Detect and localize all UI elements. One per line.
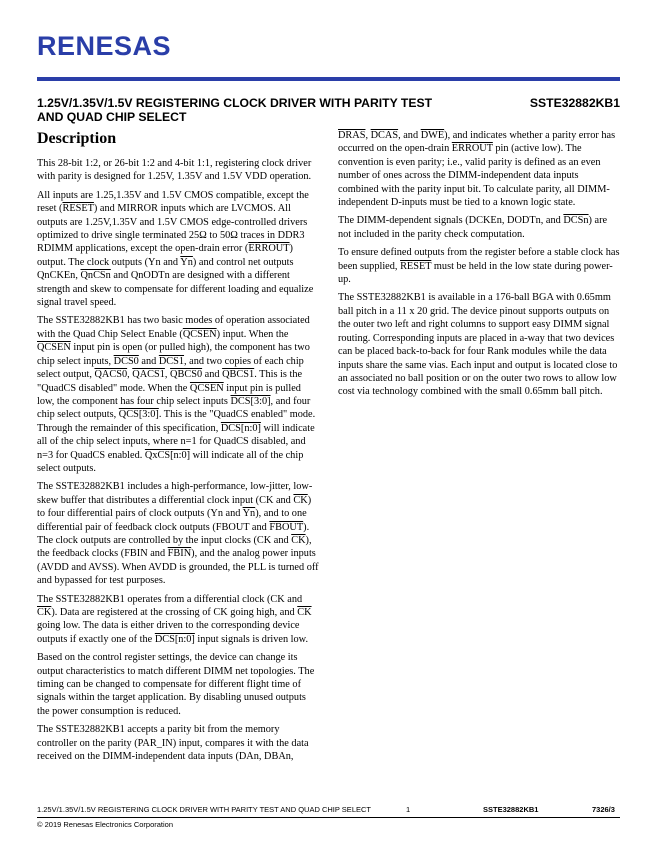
paragraph-5: The SSTE32882KB1 operates from a differential clock (CK and $\overline{CK}$). Data are registered at the crossing of CK going high, and $\overline{CK}$ going low. The data is either driven to the corresponding device outputs if exactly one of the DCS[n:0] input signals is driven low. [37, 593, 312, 645]
document-title: 1.25V/1.35V/1.5V REGISTERING CLOCK DRIVER WITH PARITY TEST AND QUAD CHIP SELECT [37, 96, 433, 124]
footer-page-number: 1 [406, 805, 411, 814]
paragraph-2: All inputs are 1.25,1.35V and 1.5V CMOS compatible, except the reset (RESET) and MIRROR inputs which are LVCMOS. All outputs are 1.25V,1.35V and 1.5V CMOS edge-controlled drivers optimized to drive single terminated 25Ω to 50Ω traces in DDR3 RDIMM applications, except the open-drain error (ERROUT) output. The clock outputs (Yn and $\overline{Yn}$) and control net outputs QnCKEn, QnCSn and QnODTn are designed with a different strength and skew to compensate for different loading and equalize signal travel speed. [37, 189, 314, 309]
footer-doc-number: 7326/3 [592, 805, 615, 814]
paragraph-8: DRAS, DCAS, and $\overline{DWE}$), and indicates whether a parity error has occurred on the open-drain ERROUT pin (active low). The convention is even parity; i.e., valid parity is defined as an even number of ones across the DIMM-independent data inputs combined with the parity input bit. To calculate parity, all DIMM-independent D-inputs must be tied to a known logic state. [338, 130, 616, 209]
footer-copyright: © 2019 Renesas Electronics Corporation [37, 820, 174, 829]
footer-part-number: SSTE32882KB1 [483, 805, 539, 814]
paragraph-6: Based on the control register settings, the device can change its output characteristics to match different DIMM net topologies. The timing can be changed to compensate for different flight time of signals within the target application. By disabling unused outputs the power consumption is reduced. [37, 652, 315, 717]
header-rule [37, 77, 620, 81]
paragraph-10: To ensure defined outputs from the register before a stable clock has been supplied, RESET must be held in the low state during power-up. [338, 247, 620, 286]
left-column [37, 157, 320, 768]
footer-rule [37, 817, 620, 818]
paragraph-4: The SSTE32882KB1 includes a high-performance, low-jitter, low-skew buffer that distributes a differential clock input (CK and $\overline{CK}$) to four differential pairs of clock outputs (Yn and $\overline{Yn}$), and to one differential pair of feedback clock outputs (FBOUT and FBOUT). The clock outputs are controlled by the input clocks (CK and $\overline{CK}$), the feedback clocks (FBIN and FBIN), and the analog power inputs (AVDD and AVSS). When AVDD is grounded, the PLL is turned off and bypassed for test purposes. [37, 481, 319, 587]
section-heading: Description [37, 130, 117, 147]
footer-title: 1.25V/1.35V/1.5V REGISTERING CLOCK DRIVER WITH PARITY TEST AND QUAD CHIP SELECT [37, 805, 371, 814]
paragraph-1: This 28-bit 1:2, or 26-bit 1:2 and 4-bit 1:1, registering clock driver with parity is designed for 1.25V, 1.35V and 1.5V VDD operation. [37, 158, 312, 183]
right-column [338, 129, 621, 404]
paragraph-7: The SSTE32882KB1 accepts a parity bit from the memory controller on the parity (PAR_IN) input, compares it with the data received on the DIMM-independent data inputs (DAn, DBAn, [37, 724, 309, 763]
paragraph-3: The SSTE32882KB1 has two basic modes of operation associated with the Quad Chip Select Enable (QCSEN) input. When the QCSEN input pin is open (or pulled high), the component has two chip select inputs, DCS0 and DCS1, and two copies of each chip select output, QACS0, QACS1, QBCS0 and QBCS1. This is the "QuadCS disabled" mode. When the QCSEN input pin is pulled low, the component has four chip select inputs DCS[3:0], and four chip select outputs, QCS[3:0]. This is the "QuadCS enabled" mode. Through the remainder of this specification, DCS[n:0] will indicate all of the chip select inputs, where n=1 for QuadCS disabled, and n=3 for QuadCS enabled. QxCS[n:0] will indicate all of the chip select outputs. [37, 315, 316, 474]
svg-text:RENESAS: RENESAS [37, 31, 172, 60]
paragraph-9: The DIMM-dependent signals (DCKEn, DODTn, and DCSn) are not included in the parity check computation. [338, 215, 608, 240]
renesas-logo [37, 30, 197, 60]
paragraph-11: The SSTE32882KB1 is available in a 176-ball BGA with 0.65mm ball pitch in a 11 x 20 grid. The device pinout supports outputs on the outer two left and right columns to support easy DIMM signal routing. Corresponding inputs are placed in a-way that two devices can be placed back-to-back for four Rank modules while the data inputs share the same vias. Each input and output is located close to an associated no ball position or on the outer two rows to allow low cost via technology combined with the small 0.65mm ball pitch. [338, 292, 618, 398]
part-number: SSTE32882KB1 [529, 96, 620, 110]
